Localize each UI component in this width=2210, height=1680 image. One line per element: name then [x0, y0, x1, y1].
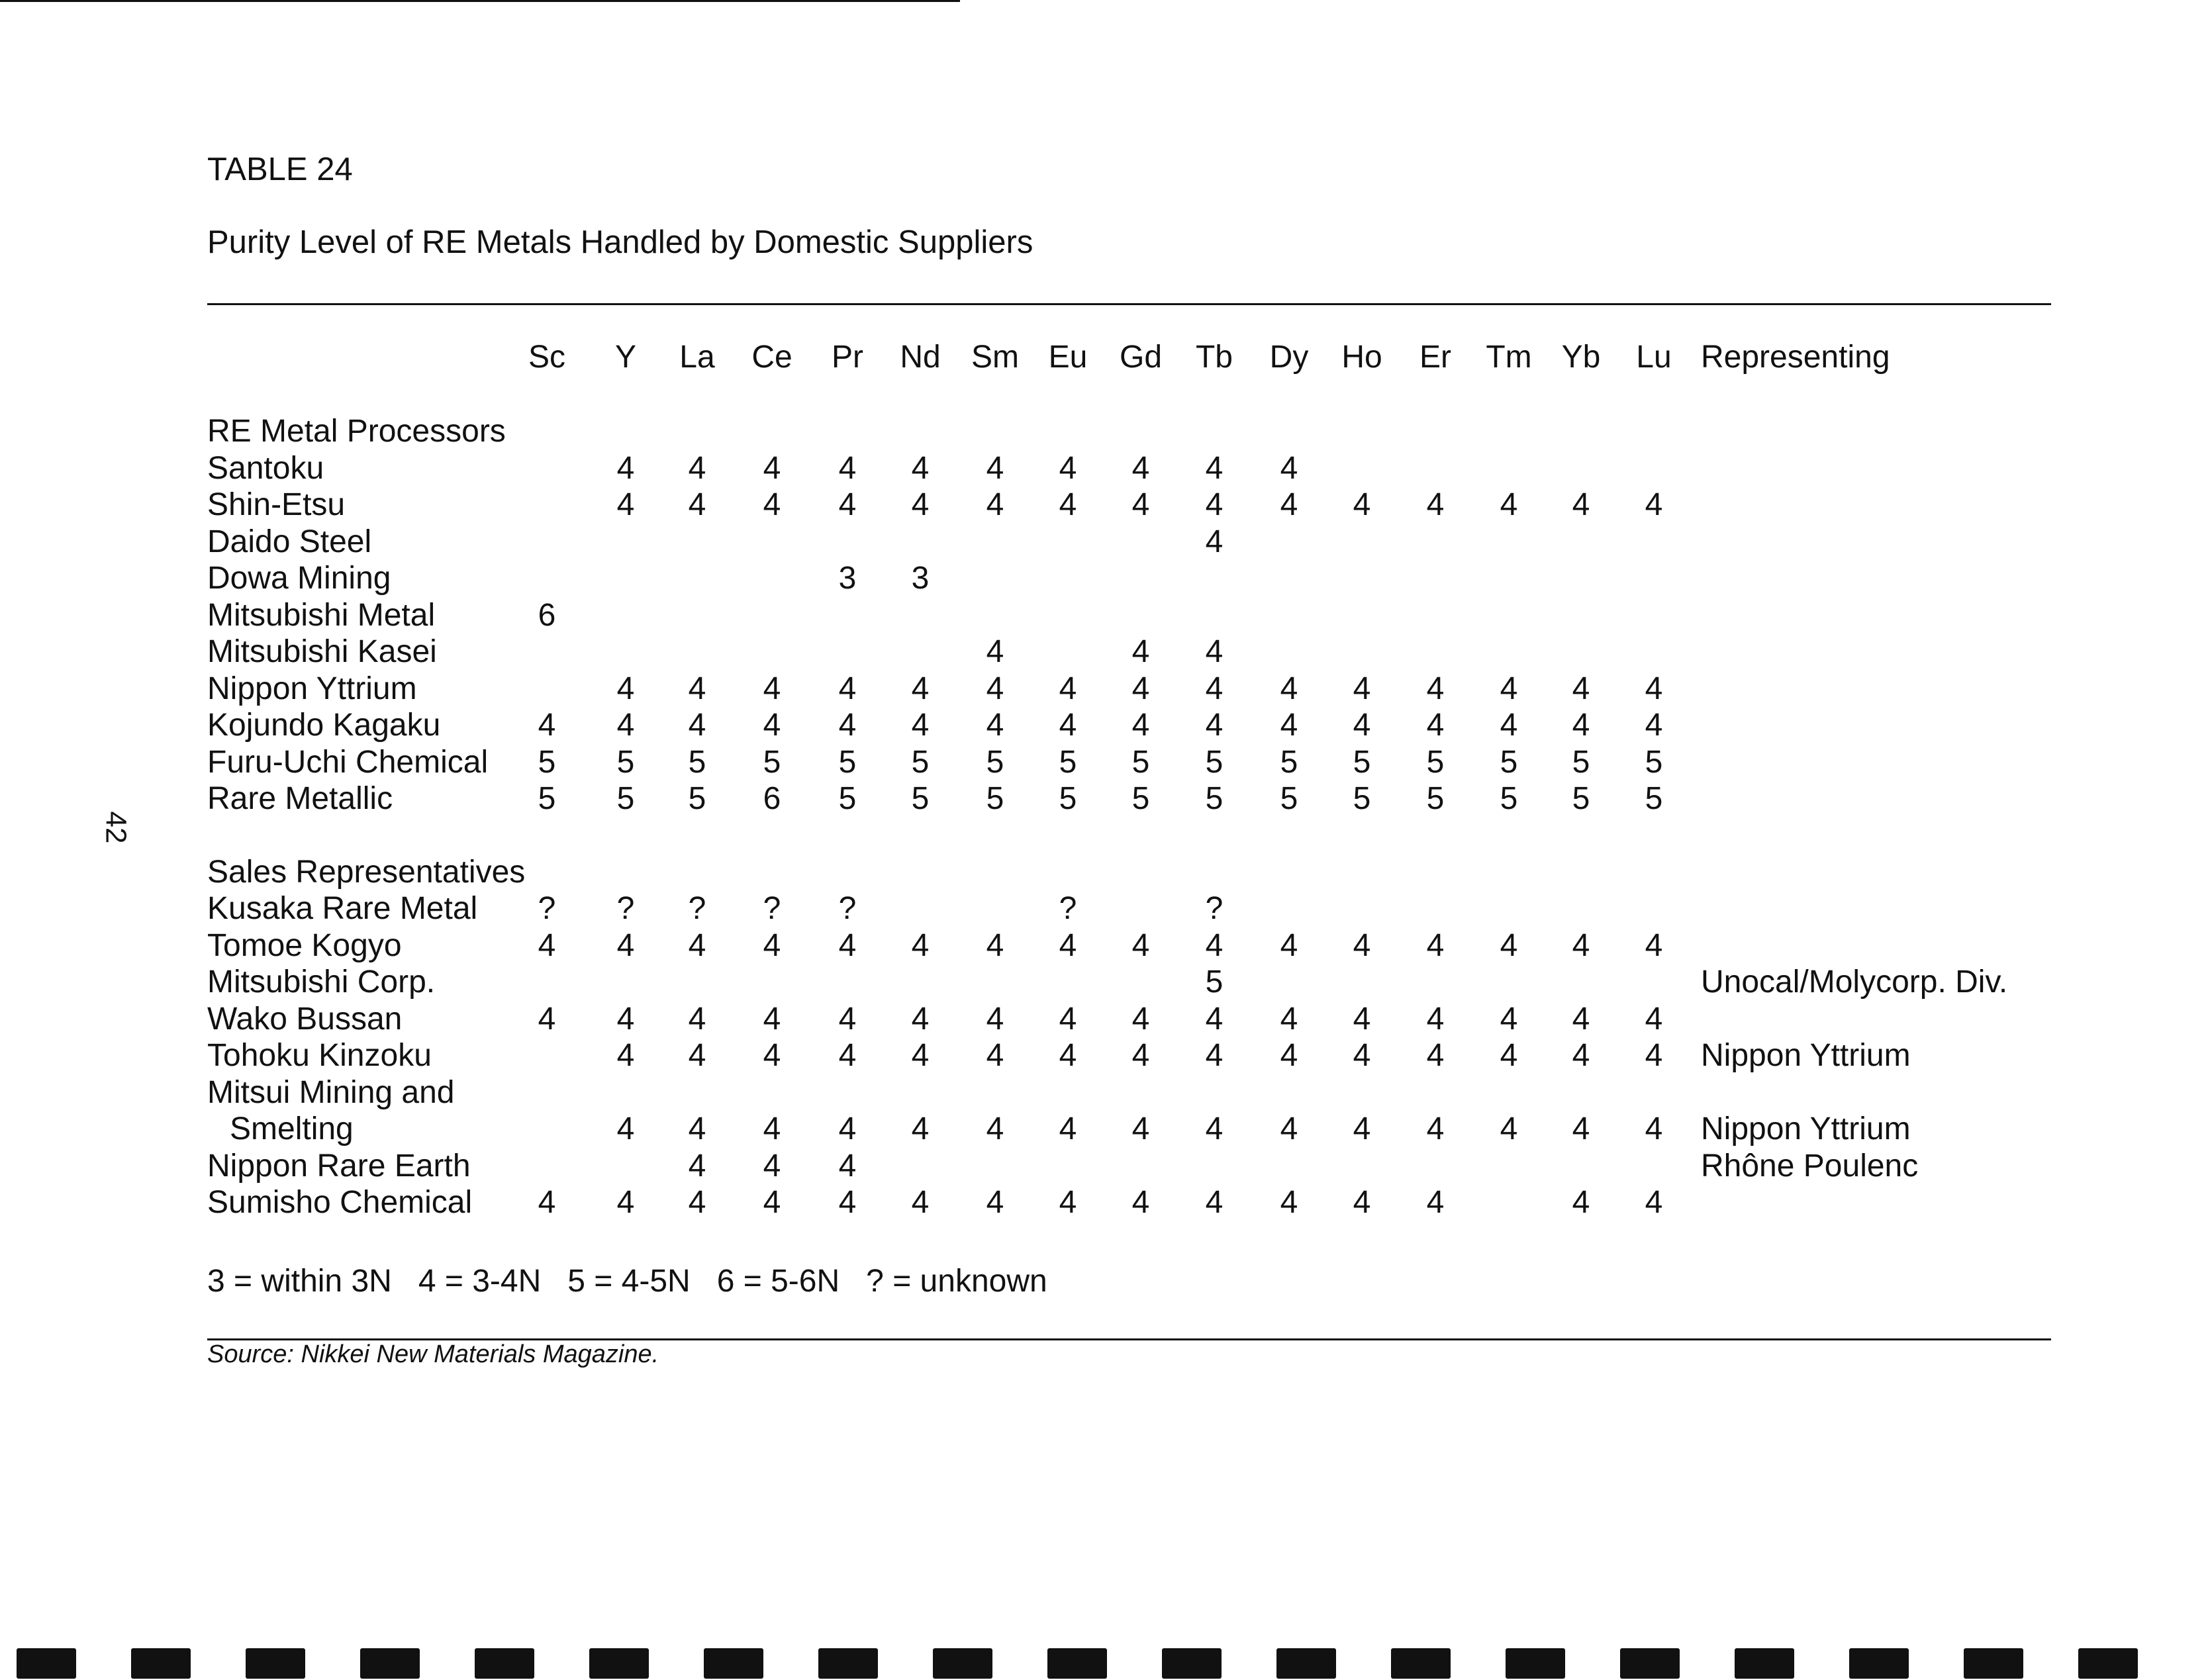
purity-cell: 4: [1205, 450, 1224, 486]
purity-cell: 4: [1205, 1111, 1224, 1146]
purity-cell: 4: [911, 671, 930, 706]
purity-cell: 4: [1059, 487, 1077, 522]
border-dash: [1849, 1648, 1909, 1679]
purity-cell: 5: [1280, 781, 1298, 816]
section-spacer: [207, 817, 2061, 854]
purity-cell: 4: [1205, 671, 1224, 706]
purity-cell: ?: [838, 891, 857, 926]
purity-cell: 4: [688, 671, 706, 706]
purity-cell: 4: [1500, 671, 1518, 706]
purity-cell: 4: [911, 1111, 930, 1146]
row-label: Rare Metallic: [207, 781, 393, 816]
purity-cell: 4: [1572, 1001, 1590, 1037]
purity-cell: 4: [1059, 708, 1077, 743]
purity-cell: 4: [986, 634, 1004, 669]
table-title: Purity Level of RE Metals Handled by Domestic Suppliers: [207, 224, 1033, 260]
purity-cell: 4: [1353, 927, 1371, 963]
purity-cell: 5: [688, 781, 706, 816]
column-header: Pr: [832, 340, 863, 375]
row-label: Nippon Rare Earth: [207, 1148, 471, 1184]
purity-cell: 4: [1572, 927, 1590, 963]
row-label: Daido Steel: [207, 524, 372, 559]
row-label: Dowa Mining: [207, 561, 391, 596]
purity-cell: 5: [911, 744, 930, 780]
border-dash: [2078, 1648, 2138, 1679]
purity-cell: 4: [1205, 1038, 1224, 1073]
row-label: Shin-Etsu: [207, 487, 346, 522]
purity-cell: ?: [616, 891, 635, 926]
column-header: Er: [1419, 340, 1451, 375]
purity-cell: 5: [1205, 964, 1224, 1000]
purity-cell: 4: [616, 708, 635, 743]
purity-cell: 4: [616, 1111, 635, 1146]
row-label: Tomoe Kogyo: [207, 927, 402, 963]
table-label: TABLE 24: [207, 152, 353, 187]
purity-cell: 4: [1353, 671, 1371, 706]
purity-cell: 4: [1059, 1111, 1077, 1146]
purity-cell: 4: [1280, 927, 1298, 963]
row-label: Mitsubishi Kasei: [207, 634, 437, 669]
border-dash: [246, 1648, 305, 1679]
purity-cell: 4: [763, 1038, 781, 1073]
border-dash: [704, 1648, 763, 1679]
purity-cell: 4: [1645, 487, 1663, 522]
representing-cell: Nippon Yttrium: [1701, 1111, 1911, 1146]
border-dash: [589, 1648, 649, 1679]
purity-cell: 4: [911, 450, 930, 486]
purity-cell: 4: [1353, 1001, 1371, 1037]
purity-cell: 4: [838, 1148, 857, 1184]
purity-cell: 4: [763, 450, 781, 486]
purity-cell: 4: [986, 1111, 1004, 1146]
table-row: [207, 1111, 2061, 1148]
purity-cell: 4: [763, 487, 781, 522]
representing-cell: Nippon Yttrium: [1701, 1038, 1911, 1073]
purity-cell: 4: [1205, 1001, 1224, 1037]
purity-cell: 4: [1645, 927, 1663, 963]
purity-cell: 4: [911, 708, 930, 743]
purity-cell: 4: [763, 1111, 781, 1146]
section-title-row: [207, 413, 2061, 450]
column-header: Nd: [900, 340, 941, 375]
row-label: Mitsui Mining and: [207, 1074, 455, 1110]
top-edge-rule: [0, 0, 960, 2]
column-header: La: [679, 340, 715, 375]
border-dash: [933, 1648, 992, 1679]
purity-cell: 4: [1500, 927, 1518, 963]
purity-cell: 4: [986, 487, 1004, 522]
border-dash: [1162, 1648, 1222, 1679]
purity-cell: ?: [688, 891, 706, 926]
purity-cell: 4: [986, 1001, 1004, 1037]
purity-cell: ?: [1205, 891, 1224, 926]
purity-cell: 5: [838, 744, 857, 780]
purity-cell: 4: [1500, 1001, 1518, 1037]
purity-cell: 4: [1353, 1038, 1371, 1073]
purity-cell: 4: [1131, 708, 1150, 743]
purity-cell: 4: [1131, 450, 1150, 486]
table-row: [207, 1037, 2061, 1074]
purity-cell: 5: [688, 744, 706, 780]
border-dash: [131, 1648, 191, 1679]
purity-cell: 4: [1645, 1038, 1663, 1073]
purity-cell: 4: [763, 1001, 781, 1037]
table-row: [207, 560, 2061, 597]
row-label: Mitsubishi Corp.: [207, 964, 436, 1000]
purity-cell: 4: [538, 1001, 556, 1037]
purity-cell: 4: [911, 927, 930, 963]
purity-cell: 4: [688, 1038, 706, 1073]
purity-cell: 4: [1280, 708, 1298, 743]
column-header: Dy: [1269, 340, 1309, 375]
purity-cell: 5: [616, 744, 635, 780]
purity-cell: 4: [1131, 1001, 1150, 1037]
purity-cell: 5: [1500, 781, 1518, 816]
table-row: [207, 487, 2061, 524]
column-header: Lu: [1636, 340, 1672, 375]
border-dash: [475, 1648, 534, 1679]
purity-cell: 4: [688, 487, 706, 522]
row-label: Smelting: [230, 1111, 354, 1146]
purity-cell: 4: [616, 1038, 635, 1073]
purity-cell: 5: [538, 744, 556, 780]
column-header: Eu: [1048, 340, 1088, 375]
table-row: [207, 1074, 2061, 1111]
purity-cell: 4: [1572, 708, 1590, 743]
purity-cell: 4: [688, 1148, 706, 1184]
purity-cell: 4: [1059, 1038, 1077, 1073]
purity-cell: 4: [1059, 450, 1077, 486]
column-header: Ce: [751, 340, 793, 375]
border-dash: [1047, 1648, 1107, 1679]
purity-cell: 4: [1353, 1111, 1371, 1146]
table-row: [207, 890, 2061, 927]
border-dash: [360, 1648, 420, 1679]
purity-cell: ?: [1059, 891, 1077, 926]
purity-cell: 4: [763, 671, 781, 706]
purity-cell: 4: [986, 450, 1004, 486]
purity-cell: 4: [1280, 487, 1298, 522]
border-dash: [1506, 1648, 1565, 1679]
section-title-row: [207, 854, 2061, 891]
purity-cell: 4: [1280, 1111, 1298, 1146]
table-row: [207, 707, 2061, 744]
purity-cell: 4: [616, 487, 635, 522]
purity-cell: 4: [986, 1185, 1004, 1220]
bottom-dash-border: [0, 1648, 2210, 1680]
table-row: [207, 597, 2061, 634]
row-label: Santoku: [207, 450, 324, 486]
purity-cell: 4: [1131, 634, 1150, 669]
purity-cell: 4: [838, 708, 857, 743]
purity-cell: ?: [763, 891, 781, 926]
purity-cell: ?: [538, 891, 556, 926]
purity-cell: 4: [1426, 1038, 1445, 1073]
purity-cell: 5: [1131, 744, 1150, 780]
purity-cell: 4: [1500, 487, 1518, 522]
border-dash: [1276, 1648, 1336, 1679]
purity-cell: 4: [1426, 1185, 1445, 1220]
purity-cell: 4: [838, 927, 857, 963]
purity-cell: 5: [1353, 744, 1371, 780]
purity-cell: 4: [1426, 487, 1445, 522]
column-header: Tb: [1195, 340, 1233, 375]
purity-cell: 4: [1426, 927, 1445, 963]
section-title: RE Metal Processors: [207, 414, 506, 449]
table-header-row: [207, 338, 2061, 377]
column-header: Y: [614, 340, 636, 375]
purity-cell: 4: [688, 927, 706, 963]
purity-cell: 4: [986, 671, 1004, 706]
source-note: Source: Nikkei New Materials Magazine.: [207, 1340, 659, 1368]
purity-cell: 4: [1353, 708, 1371, 743]
purity-cell: 4: [763, 708, 781, 743]
purity-cell: 4: [1500, 1111, 1518, 1146]
purity-cell: 4: [1059, 1185, 1077, 1220]
row-label: Wako Bussan: [207, 1001, 403, 1037]
column-header: Sc: [528, 340, 565, 375]
purity-cell: 4: [1645, 1111, 1663, 1146]
purity-cell: 4: [1353, 487, 1371, 522]
purity-cell: 4: [1645, 1001, 1663, 1037]
purity-cell: 4: [1353, 1185, 1371, 1220]
purity-cell: 4: [1645, 671, 1663, 706]
purity-cell: 5: [1572, 744, 1590, 780]
purity-cell: 4: [838, 1001, 857, 1037]
table-row: [207, 524, 2061, 561]
purity-cell: 4: [1131, 1111, 1150, 1146]
purity-cell: 4: [1280, 1185, 1298, 1220]
table-row: [207, 1001, 2061, 1038]
border-dash: [1964, 1648, 2023, 1679]
purity-cell: 4: [1280, 450, 1298, 486]
purity-cell: 4: [911, 1038, 930, 1073]
border-dash: [1735, 1648, 1794, 1679]
purity-cell: 4: [616, 1001, 635, 1037]
row-label: Kojundo Kagaku: [207, 708, 441, 743]
purity-cell: 4: [1059, 927, 1077, 963]
purity-cell: 4: [1426, 708, 1445, 743]
border-dash: [1391, 1648, 1451, 1679]
purity-cell: 4: [1572, 671, 1590, 706]
purity-cell: 4: [1500, 1038, 1518, 1073]
row-label: Sumisho Chemical: [207, 1185, 473, 1220]
purity-cell: 5: [1426, 744, 1445, 780]
table-row: [207, 671, 2061, 708]
purity-cell: 4: [1205, 1185, 1224, 1220]
purity-cell: 4: [1059, 671, 1077, 706]
table-row: [207, 1184, 2061, 1221]
row-label: Kusaka Rare Metal: [207, 891, 478, 926]
purity-cell: 5: [538, 781, 556, 816]
purity-cell: 4: [1205, 708, 1224, 743]
purity-cell: 4: [986, 708, 1004, 743]
purity-cell: 5: [838, 781, 857, 816]
purity-cell: 4: [1572, 1038, 1590, 1073]
table-top-rule: [207, 303, 2051, 305]
purity-cell: 5: [1059, 781, 1077, 816]
section-title: Sales Representatives: [207, 854, 526, 890]
purity-cell: 5: [986, 781, 1004, 816]
purity-cell: 4: [1131, 1038, 1150, 1073]
purity-cell: 4: [1280, 671, 1298, 706]
purity-cell: 4: [1426, 1001, 1445, 1037]
section-spacer: [207, 377, 2061, 413]
purity-cell: 4: [1131, 1185, 1150, 1220]
border-dash: [1620, 1648, 1680, 1679]
purity-cell: 4: [1572, 487, 1590, 522]
purity-cell: 5: [616, 781, 635, 816]
purity-cell: 4: [986, 1038, 1004, 1073]
purity-cell: 5: [1645, 781, 1663, 816]
purity-cell: 4: [688, 450, 706, 486]
purity-cell: 4: [838, 671, 857, 706]
purity-cell: 5: [1426, 781, 1445, 816]
purity-cell: 3: [838, 561, 857, 596]
purity-cell: 4: [538, 1185, 556, 1220]
purity-cell: 6: [538, 597, 556, 633]
row-label: Tohoku Kinzoku: [207, 1038, 432, 1073]
purity-cell: 5: [1572, 781, 1590, 816]
purity-cell: 4: [1426, 671, 1445, 706]
row-label: Mitsubishi Metal: [207, 597, 436, 633]
purity-cell: 5: [1353, 781, 1371, 816]
table-row: [207, 1148, 2061, 1185]
purity-cell: 4: [838, 450, 857, 486]
purity-cell: 4: [1280, 1038, 1298, 1073]
purity-cell: 4: [1645, 1185, 1663, 1220]
purity-cell: 4: [763, 1148, 781, 1184]
table-row: [207, 633, 2061, 671]
purity-cell: 4: [1426, 1111, 1445, 1146]
purity-cell: 4: [688, 1001, 706, 1037]
representing-cell: Rhône Poulenc: [1701, 1148, 1919, 1184]
purity-cell: 5: [1645, 744, 1663, 780]
purity-cell: 4: [1645, 708, 1663, 743]
table-row: [207, 927, 2061, 964]
table-row: [207, 744, 2061, 781]
purity-cell: 4: [538, 708, 556, 743]
purity-cell: 4: [1205, 524, 1224, 559]
purity-cell: 6: [763, 781, 781, 816]
border-dash: [818, 1648, 878, 1679]
row-label: Furu-Uchi Chemical: [207, 744, 489, 780]
legend: 3 = within 3N 4 = 3-4N 5 = 4-5N 6 = 5-6N ? = unknown: [207, 1264, 1047, 1299]
purity-cell: 4: [1205, 487, 1224, 522]
purity-cell: 4: [763, 1185, 781, 1220]
column-header: Sm: [971, 340, 1019, 375]
purity-cell: 4: [688, 708, 706, 743]
purity-cell: 4: [616, 671, 635, 706]
column-header: Ho: [1341, 340, 1382, 375]
purity-cell: 5: [1500, 744, 1518, 780]
purity-cell: 4: [911, 1001, 930, 1037]
purity-cell: 4: [538, 927, 556, 963]
purity-cell: 4: [616, 450, 635, 486]
purity-cell: 4: [838, 1111, 857, 1146]
purity-cell: 4: [688, 1185, 706, 1220]
purity-cell: 4: [838, 487, 857, 522]
purity-cell: 4: [1205, 634, 1224, 669]
purity-cell: 3: [911, 561, 930, 596]
column-header: Yb: [1561, 340, 1601, 375]
purity-cell: 5: [1205, 781, 1224, 816]
purity-cell: 4: [911, 1185, 930, 1220]
representing-header: Representing: [1701, 340, 1890, 375]
table-row: [207, 964, 2061, 1001]
purity-cell: 4: [1500, 708, 1518, 743]
column-header: Tm: [1486, 340, 1532, 375]
purity-cell: 5: [763, 744, 781, 780]
purity-cell: 5: [1280, 744, 1298, 780]
purity-cell: 4: [986, 927, 1004, 963]
purity-cell: 5: [986, 744, 1004, 780]
purity-table: [207, 338, 2061, 1221]
purity-cell: 4: [616, 1185, 635, 1220]
purity-cell: 4: [1131, 671, 1150, 706]
purity-cell: 4: [1131, 927, 1150, 963]
purity-cell: 4: [838, 1185, 857, 1220]
page-number: 42: [99, 811, 132, 844]
table-row: [207, 450, 2061, 487]
purity-cell: 4: [688, 1111, 706, 1146]
representing-cell: Unocal/Molycorp. Div.: [1701, 964, 2008, 1000]
purity-cell: 4: [838, 1038, 857, 1073]
purity-cell: 4: [1131, 487, 1150, 522]
purity-cell: 4: [616, 927, 635, 963]
row-label: Nippon Yttrium: [207, 671, 417, 706]
purity-cell: 5: [1205, 744, 1224, 780]
purity-cell: 5: [1131, 781, 1150, 816]
purity-cell: 4: [911, 487, 930, 522]
purity-cell: 4: [763, 927, 781, 963]
purity-cell: 4: [1205, 927, 1224, 963]
purity-cell: 5: [1059, 744, 1077, 780]
purity-cell: 5: [911, 781, 930, 816]
purity-cell: 4: [1280, 1001, 1298, 1037]
column-header: Gd: [1119, 340, 1163, 375]
purity-cell: 4: [1572, 1185, 1590, 1220]
purity-cell: 4: [1572, 1111, 1590, 1146]
border-dash: [17, 1648, 76, 1679]
table-row: [207, 780, 2061, 817]
purity-cell: 4: [1059, 1001, 1077, 1037]
